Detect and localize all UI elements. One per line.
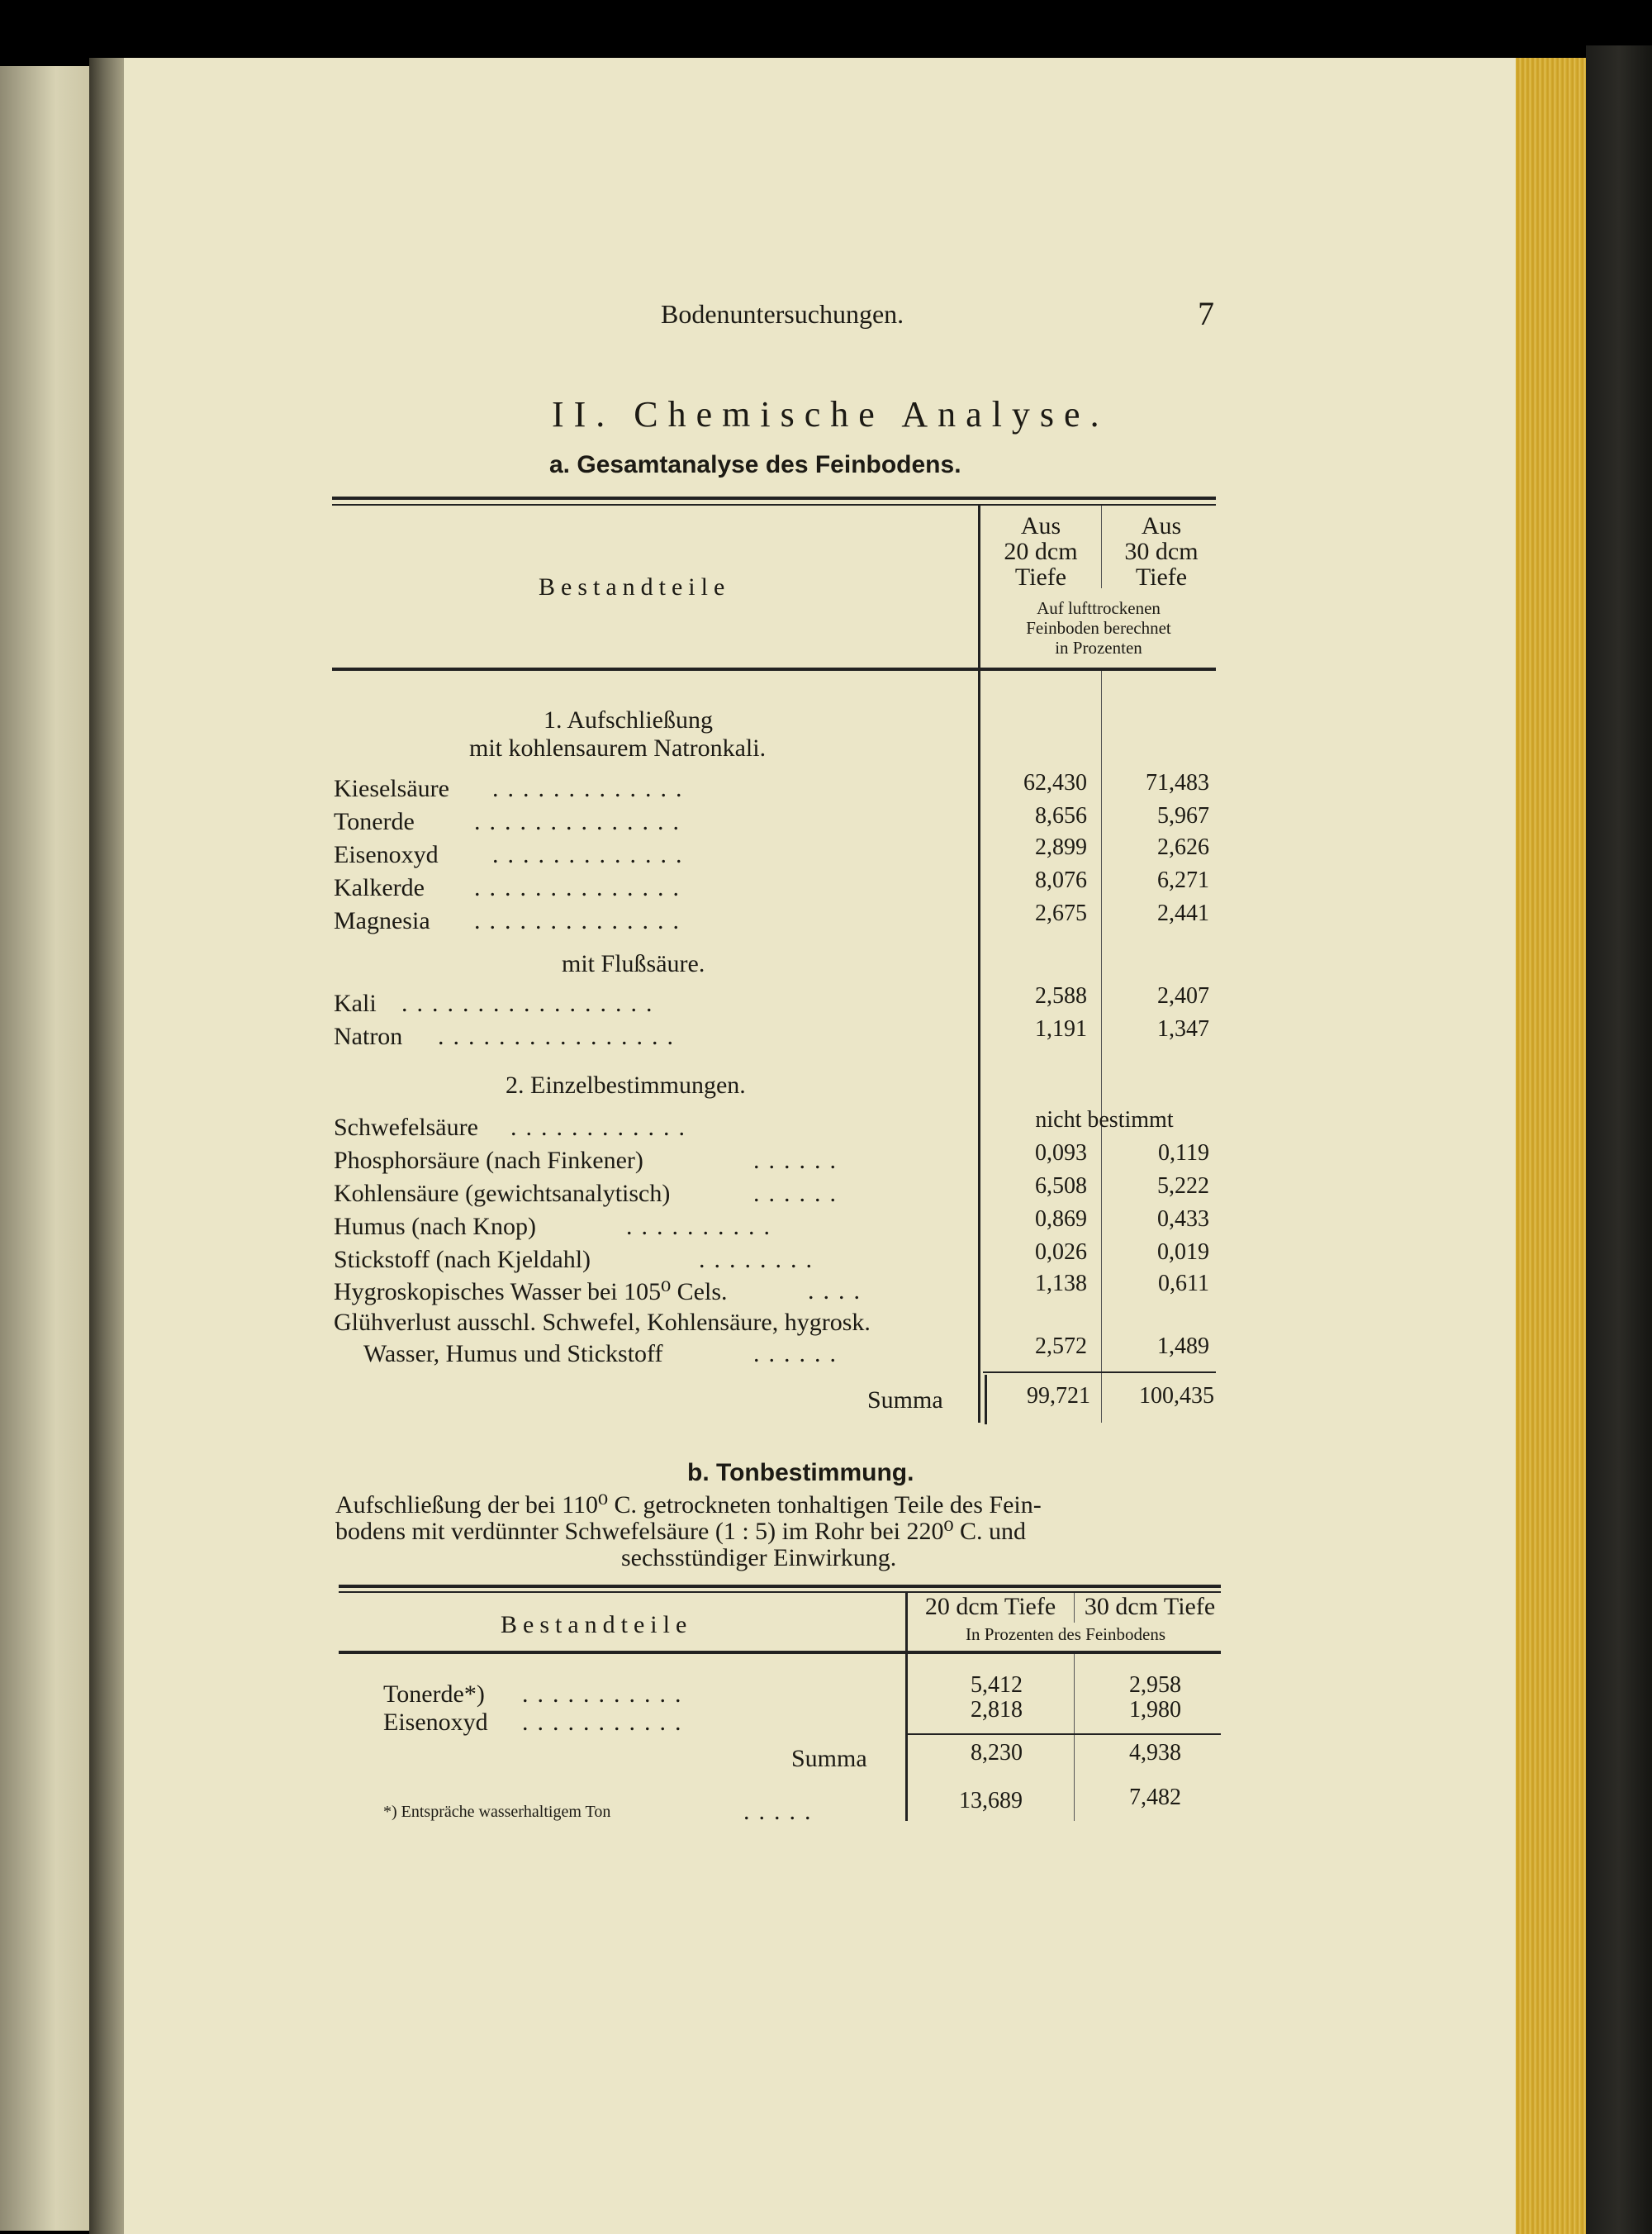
row-natron-label: Natron xyxy=(334,1023,403,1050)
table-b-header-rule xyxy=(339,1651,1221,1654)
leader-dots: .............. xyxy=(474,907,688,934)
table-b-col-divider xyxy=(1074,1654,1075,1821)
table-a-note-line2: Feinboden berechnet xyxy=(1026,618,1171,638)
row-schwefelsaeure-value: nicht bestimmt xyxy=(1035,1107,1174,1133)
row-phosphorsaeure-v1: 0,093 xyxy=(1035,1140,1087,1166)
row-kali-v1: 2,588 xyxy=(1035,983,1087,1009)
row-b-eisenoxyd-v1: 2,818 xyxy=(971,1697,1023,1723)
row-schwefelsaeure-label: Schwefelsäure xyxy=(334,1114,478,1141)
leader-dots: ................ xyxy=(438,1023,682,1050)
row-hygroskopisch-v2: 0,611 xyxy=(1158,1271,1209,1296)
table-a-col2-line3: Tiefe xyxy=(1135,563,1188,591)
leader-dots: ...... xyxy=(753,1147,845,1174)
row-humus-v1: 0,869 xyxy=(1035,1206,1087,1232)
group1-heading-line1: 1. Aufschließung xyxy=(544,706,713,734)
footnote-v1: 13,689 xyxy=(959,1788,1023,1813)
leader-dots: ...... xyxy=(753,1180,845,1207)
table-b-summa-rule xyxy=(907,1733,1221,1735)
row-kalkerde-v1: 8,076 xyxy=(1035,867,1087,893)
row-tonerde-v2: 5,967 xyxy=(1157,803,1209,829)
leader-dots: ........... xyxy=(522,1680,691,1708)
row-tonerde-v1: 8,656 xyxy=(1035,803,1087,829)
table-a-header-rule xyxy=(332,668,1216,671)
leader-dots: ................. xyxy=(401,990,662,1017)
table-b-column-header: Bestandteile xyxy=(501,1611,693,1638)
leader-dots: ............. xyxy=(492,841,691,868)
section-b-para-line3: sechsstündiger Einwirkung. xyxy=(621,1544,897,1571)
leader-dots: .......... xyxy=(626,1213,779,1240)
row-b-tonerde-label: Tonerde*) xyxy=(383,1680,485,1708)
row-natron-v1: 1,191 xyxy=(1035,1016,1087,1042)
row-eisenoxyd-v1: 2,899 xyxy=(1035,834,1087,860)
table-a-col-divider-head xyxy=(1101,506,1102,588)
leader-dots: ............. xyxy=(492,775,691,802)
row-stickstoff-v1: 0,026 xyxy=(1035,1239,1087,1265)
row-tonerde-label: Tonerde xyxy=(334,808,415,835)
row-gluehverlust-v1: 2,572 xyxy=(1035,1333,1087,1359)
facing-page-edge xyxy=(0,66,93,2231)
table-b-summa-v1: 8,230 xyxy=(971,1740,1023,1766)
row-humus-v2: 0,433 xyxy=(1157,1206,1209,1232)
leader-dots: ........... xyxy=(522,1709,691,1736)
table-b-col-divider-head xyxy=(1074,1593,1075,1623)
table-b-top-rule xyxy=(339,1585,1221,1588)
book-cover xyxy=(1586,45,1652,2234)
table-a-note-line1: Auf lufttrockenen xyxy=(1037,598,1161,618)
page xyxy=(124,58,1520,2234)
summa-label: Summa xyxy=(867,1386,943,1414)
row-eisenoxyd-label: Eisenoxyd xyxy=(334,841,439,868)
gilt-page-edges xyxy=(1516,58,1590,2234)
section-b-para-line2: bodens mit verdünnter Schwefelsäure (1 : 5) im Rohr bei 220⁰ C. und xyxy=(335,1518,1027,1545)
group3-heading: 2. Einzelbestimmungen. xyxy=(506,1072,746,1099)
row-phosphorsaeure-v2: 0,119 xyxy=(1158,1140,1209,1166)
row-gluehverlust-line1: Glühverlust ausschl. Schwefel, Kohlensäure, hygrosk. xyxy=(334,1309,871,1336)
row-kali-label: Kali xyxy=(334,990,377,1017)
row-kohlensaeure-label: Kohlensäure (gewichtsanalytisch) xyxy=(334,1180,671,1207)
group1-heading-line2: mit kohlensaurem Natronkali. xyxy=(469,734,767,762)
leader-dots: ........ xyxy=(699,1246,821,1273)
table-b-note: In Prozenten des Feinbodens xyxy=(965,1624,1166,1644)
table-b-summa-v2: 4,938 xyxy=(1129,1740,1181,1766)
table-a-col2-line2: 30 dcm xyxy=(1124,538,1199,565)
row-eisenoxyd-v2: 2,626 xyxy=(1157,834,1209,860)
row-stickstoff-label: Stickstoff (nach Kjeldahl) xyxy=(334,1246,591,1273)
leader-dots: .............. xyxy=(474,808,688,835)
footnote: *) Entspräche wasserhaltigem Ton xyxy=(383,1803,611,1821)
row-kohlensaeure-v2: 5,222 xyxy=(1157,1173,1209,1199)
row-hygroskopisch-label: Hygroskopisches Wasser bei 105⁰ Cels. xyxy=(334,1278,728,1305)
row-b-eisenoxyd-v2: 1,980 xyxy=(1129,1697,1181,1723)
table-a-divider xyxy=(978,506,980,1423)
page-title: II. Chemische Analyse. xyxy=(552,394,1109,435)
page-number: 7 xyxy=(1198,295,1214,332)
footnote-v2: 7,482 xyxy=(1129,1785,1181,1810)
table-a-top-rule-2 xyxy=(332,504,1216,506)
section-a-heading: a. Gesamtanalyse des Feinbodens. xyxy=(549,451,961,478)
table-b-col2: 30 dcm Tiefe xyxy=(1084,1593,1216,1620)
row-magnesia-label: Magnesia xyxy=(334,907,430,934)
row-hygroskopisch-v1: 1,138 xyxy=(1035,1271,1087,1296)
leader-dots: ...... xyxy=(753,1340,845,1367)
group2-heading: mit Flußsäure. xyxy=(562,950,705,977)
row-kali-v2: 2,407 xyxy=(1157,983,1209,1009)
summa-divider xyxy=(985,1375,987,1424)
leader-dots: .... xyxy=(808,1277,869,1305)
row-kieselsaeure-v2: 71,483 xyxy=(1146,770,1209,796)
table-b-divider xyxy=(905,1593,908,1821)
table-a-col1-line2: 20 dcm xyxy=(1004,538,1078,565)
table-b-summa-label: Summa xyxy=(791,1745,867,1772)
row-b-tonerde-v1: 5,412 xyxy=(971,1672,1023,1698)
row-kalkerde-label: Kalkerde xyxy=(334,874,425,901)
row-stickstoff-v2: 0,019 xyxy=(1157,1239,1209,1265)
summa-v1: 99,721 xyxy=(1027,1383,1090,1409)
summa-rule xyxy=(983,1371,1216,1373)
row-gluehverlust-line2: Wasser, Humus und Stickstoff xyxy=(363,1340,663,1367)
section-b-heading: b. Tonbestimmung. xyxy=(687,1459,914,1486)
row-gluehverlust-v2: 1,489 xyxy=(1157,1333,1209,1359)
row-b-eisenoxyd-label: Eisenoxyd xyxy=(383,1709,488,1736)
row-phosphorsaeure-label: Phosphorsäure (nach Finkener) xyxy=(334,1147,643,1174)
table-a-note-line3: in Prozenten xyxy=(1055,638,1142,658)
table-a-top-rule xyxy=(332,497,1216,500)
summa-v2: 100,435 xyxy=(1139,1383,1214,1409)
table-a-col1-line3: Tiefe xyxy=(1014,563,1067,591)
row-natron-v2: 1,347 xyxy=(1157,1016,1209,1042)
row-b-tonerde-v2: 2,958 xyxy=(1129,1672,1181,1698)
section-b-para-line1: Aufschließung der bei 110⁰ C. getrockneten tonhaltigen Teile des Fein- xyxy=(335,1491,1042,1519)
leader-dots: .............. xyxy=(474,874,688,901)
row-magnesia-v2: 2,441 xyxy=(1157,901,1209,926)
row-kohlensaeure-v1: 6,508 xyxy=(1035,1173,1087,1199)
row-kalkerde-v2: 6,271 xyxy=(1157,867,1209,893)
table-b-col1: 20 dcm Tiefe xyxy=(924,1593,1056,1620)
row-magnesia-v1: 2,675 xyxy=(1035,901,1087,926)
running-head: Bodenuntersuchungen. xyxy=(661,299,904,329)
row-humus-label: Humus (nach Knop) xyxy=(334,1213,536,1240)
row-kieselsaeure-label: Kieselsäure xyxy=(334,775,449,802)
leader-dots: ............ xyxy=(510,1114,694,1141)
leader-dots: ..... xyxy=(743,1798,820,1825)
table-a-col2-line1: Aus xyxy=(1141,512,1182,539)
table-a-column-header: Bestandteile xyxy=(539,573,731,601)
row-kieselsaeure-v1: 62,430 xyxy=(1023,770,1087,796)
table-a-col-divider xyxy=(1101,671,1102,1423)
table-a-col1-line1: Aus xyxy=(1020,512,1061,539)
